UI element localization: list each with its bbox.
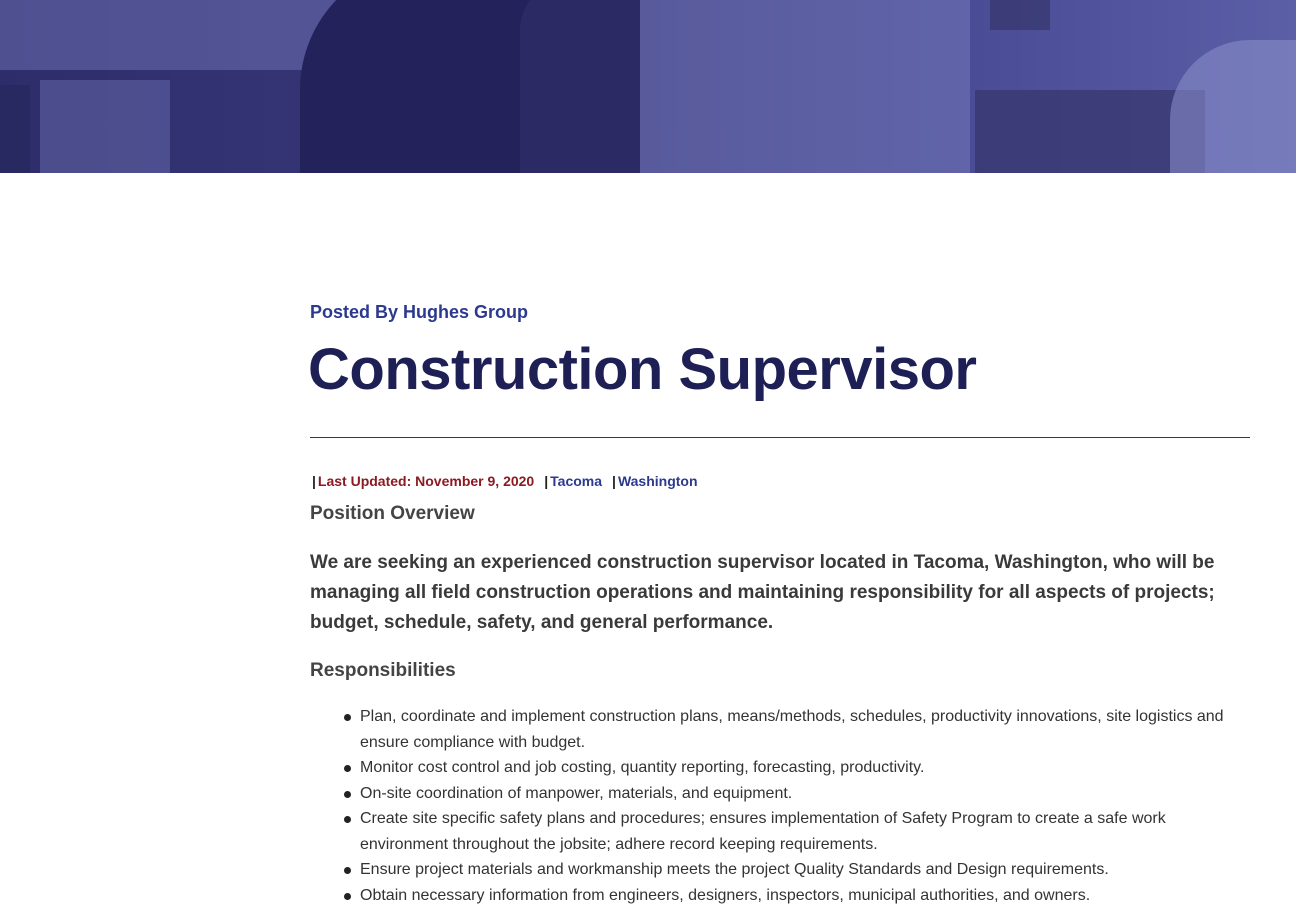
last-updated: Last Updated: November 9, 2020	[317, 473, 535, 489]
bullet-icon	[344, 791, 351, 798]
bullet-icon	[344, 816, 351, 823]
posted-by: Posted By Hughes Group	[310, 302, 529, 322]
bullet-icon	[344, 765, 351, 772]
position-overview-text: We are seeking an experienced construction supervisor located in Tacoma, Washington, who will be managing all field construction operations and maintaining responsibility for all aspects of projects; budget, schedule, safety, and general performance.	[310, 552, 1215, 633]
list-item: On-site coordination of manpower, materials, and equipment.	[360, 781, 1250, 807]
location-state-link[interactable]: Washington	[617, 473, 698, 489]
title-divider	[310, 437, 1250, 438]
location-city-link[interactable]: Tacoma	[550, 473, 603, 489]
page-title: Construction Supervisor	[308, 337, 977, 402]
position-overview-heading: Position Overview	[310, 503, 475, 524]
list-item: Monitor cost control and job costing, quantity reporting, forecasting, productivity.	[360, 755, 1250, 781]
responsibilities-list	[310, 704, 1250, 908]
bullet-icon	[344, 867, 351, 874]
list-item: Obtain necessary information from engineers, designers, inspectors, municipal authorities, and owners.	[360, 883, 1250, 909]
bullet-icon	[344, 714, 351, 721]
list-item: Create site specific safety plans and procedures; ensures implementation of Safety Program to create a safe work environment throughout the jobsite; adhere record keeping requirements.	[360, 806, 1250, 857]
bullet-icon	[344, 893, 351, 900]
hero-banner-image	[0, 0, 1296, 173]
job-posting	[310, 298, 1250, 908]
list-item: Ensure project materials and workmanship meets the project Quality Standards and Design requirements.	[360, 857, 1250, 883]
job-meta: | Last Updated: November 9, 2020 | Tacoma | Washington	[312, 473, 698, 489]
list-item: Plan, coordinate and implement construction plans, means/methods, schedules, productivity innovations, site logistics and ensure compliance with budget.	[360, 704, 1250, 755]
responsibilities-heading: Responsibilities	[310, 660, 456, 681]
